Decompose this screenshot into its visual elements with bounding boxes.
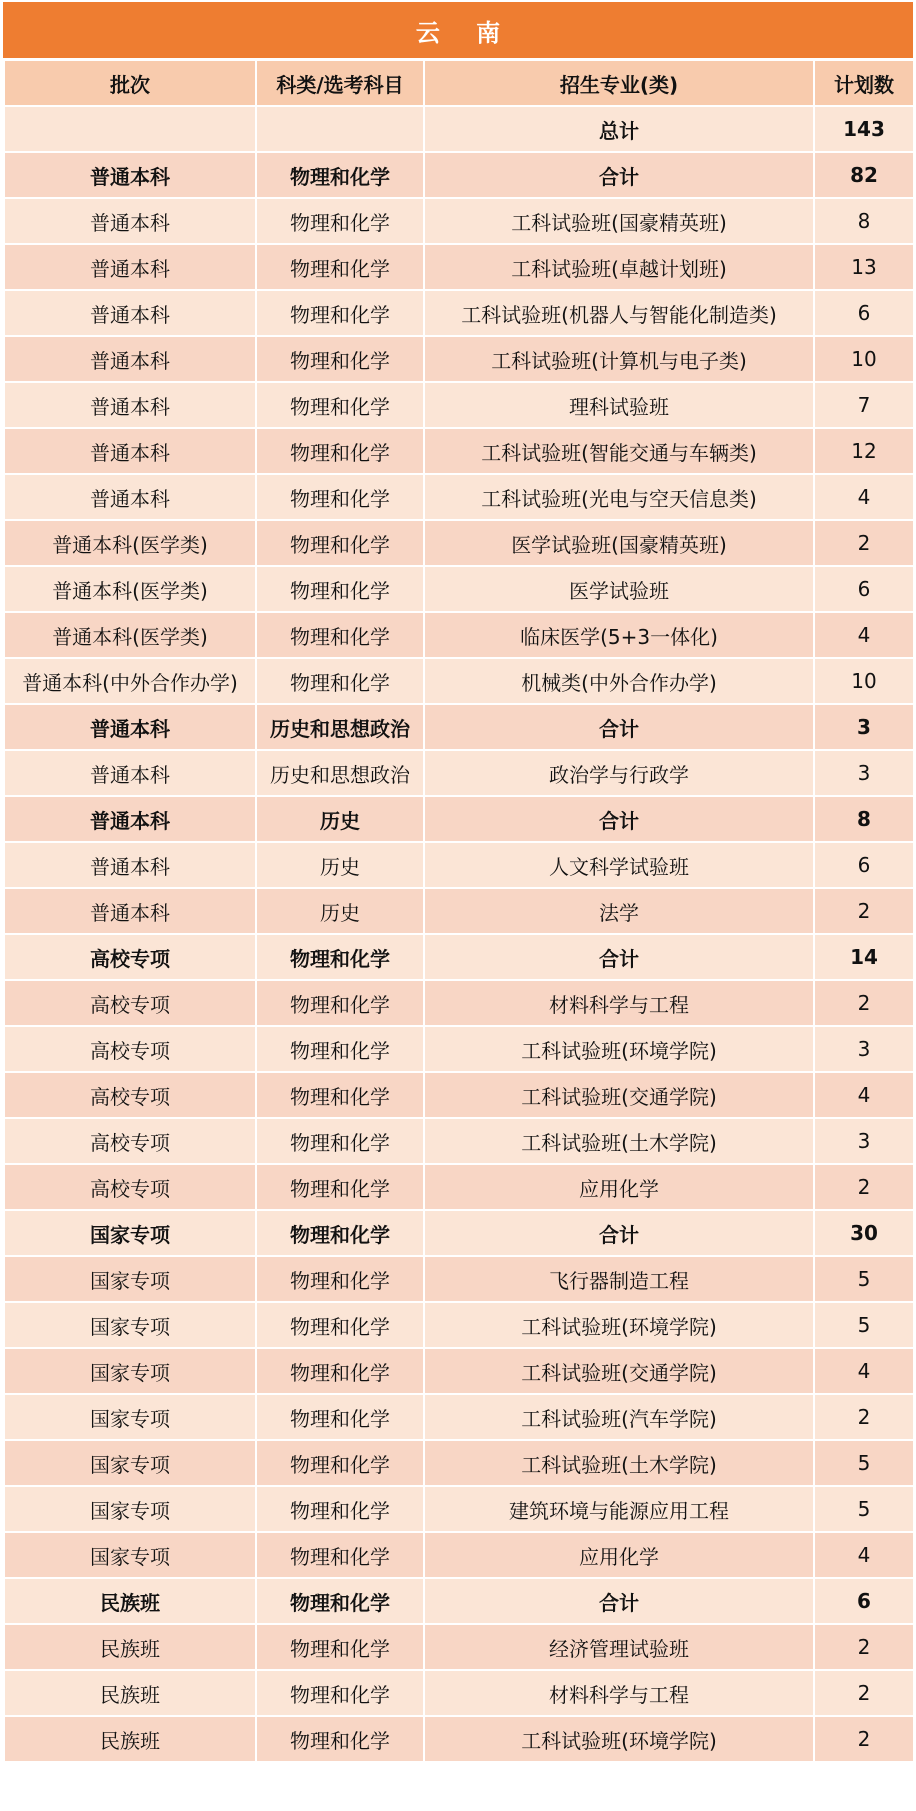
table-row — [4, 1256, 914, 1302]
cell-count: 3 — [814, 750, 914, 796]
cell-major: 工科试验班(土木学院) — [424, 1118, 814, 1164]
cell-count: 10 — [814, 336, 914, 382]
admission-plan-table — [3, 59, 915, 1763]
cell-batch: 普通本科 — [4, 382, 256, 428]
cell-major: 工科试验班(智能交通与车辆类) — [424, 428, 814, 474]
cell-count: 3 — [814, 704, 914, 750]
table-header — [4, 60, 914, 106]
cell-major: 应用化学 — [424, 1164, 814, 1210]
cell-count: 6 — [814, 566, 914, 612]
cell-subject: 物理和化学 — [256, 336, 424, 382]
cell-subject: 物理和化学 — [256, 152, 424, 198]
cell-batch: 国家专项 — [4, 1440, 256, 1486]
table-row — [4, 198, 914, 244]
cell-count: 2 — [814, 888, 914, 934]
table-row-total — [4, 106, 914, 152]
cell-batch: 民族班 — [4, 1624, 256, 1670]
cell-major: 工科试验班(汽车学院) — [424, 1394, 814, 1440]
cell-major: 工科试验班(环境学院) — [424, 1026, 814, 1072]
cell-major: 工科试验班(国豪精英班) — [424, 198, 814, 244]
cell-batch: 普通本科 — [4, 704, 256, 750]
table-row — [4, 1118, 914, 1164]
cell-count: 2 — [814, 1164, 914, 1210]
cell-subject: 物理和化学 — [256, 612, 424, 658]
cell-major: 材料科学与工程 — [424, 1670, 814, 1716]
table-row-total — [4, 934, 914, 980]
cell-batch: 国家专项 — [4, 1302, 256, 1348]
table-row — [4, 1440, 914, 1486]
cell-subject: 物理和化学 — [256, 244, 424, 290]
cell-count: 2 — [814, 1670, 914, 1716]
cell-subject: 物理和化学 — [256, 566, 424, 612]
table-row — [4, 980, 914, 1026]
table-row — [4, 428, 914, 474]
cell-subject: 物理和化学 — [256, 934, 424, 980]
cell-subject: 物理和化学 — [256, 980, 424, 1026]
cell-major: 工科试验班(土木学院) — [424, 1440, 814, 1486]
cell-subject: 物理和化学 — [256, 428, 424, 474]
cell-count: 5 — [814, 1440, 914, 1486]
cell-batch: 普通本科 — [4, 428, 256, 474]
cell-major: 合计 — [424, 152, 814, 198]
table-row — [4, 612, 914, 658]
cell-count: 13 — [814, 244, 914, 290]
province-title: 云 南 — [3, 2, 913, 59]
cell-count: 2 — [814, 1716, 914, 1762]
cell-subject: 物理和化学 — [256, 1026, 424, 1072]
cell-subject: 物理和化学 — [256, 1256, 424, 1302]
table-row-total — [4, 1578, 914, 1624]
cell-subject: 物理和化学 — [256, 1348, 424, 1394]
cell-major: 工科试验班(计算机与电子类) — [424, 336, 814, 382]
table-row — [4, 658, 914, 704]
cell-count: 12 — [814, 428, 914, 474]
table-row — [4, 1394, 914, 1440]
table-row — [4, 1716, 914, 1762]
cell-major: 材料科学与工程 — [424, 980, 814, 1026]
cell-subject — [256, 106, 424, 152]
table-row — [4, 1670, 914, 1716]
cell-count: 6 — [814, 290, 914, 336]
cell-count: 2 — [814, 520, 914, 566]
cell-batch: 普通本科 — [4, 152, 256, 198]
cell-batch: 普通本科 — [4, 796, 256, 842]
cell-count: 10 — [814, 658, 914, 704]
cell-batch: 国家专项 — [4, 1486, 256, 1532]
cell-major: 工科试验班(环境学院) — [424, 1302, 814, 1348]
cell-subject: 物理和化学 — [256, 1716, 424, 1762]
table-row-total — [4, 152, 914, 198]
cell-batch: 普通本科 — [4, 244, 256, 290]
cell-subject: 物理和化学 — [256, 1578, 424, 1624]
table-row-total — [4, 1210, 914, 1256]
header-major: 招生专业(类) — [424, 60, 814, 106]
cell-major: 合计 — [424, 796, 814, 842]
cell-count: 82 — [814, 152, 914, 198]
cell-batch: 普通本科 — [4, 842, 256, 888]
cell-count: 5 — [814, 1302, 914, 1348]
cell-count: 7 — [814, 382, 914, 428]
cell-subject: 物理和化学 — [256, 198, 424, 244]
cell-batch: 民族班 — [4, 1716, 256, 1762]
table-row — [4, 1348, 914, 1394]
cell-count: 5 — [814, 1486, 914, 1532]
cell-count: 5 — [814, 1256, 914, 1302]
cell-batch: 普通本科 — [4, 290, 256, 336]
cell-count: 4 — [814, 612, 914, 658]
cell-batch: 普通本科 — [4, 888, 256, 934]
table-row — [4, 1624, 914, 1670]
cell-subject: 物理和化学 — [256, 1670, 424, 1716]
table-row-total — [4, 704, 914, 750]
cell-count: 2 — [814, 980, 914, 1026]
header-batch: 批次 — [4, 60, 256, 106]
cell-subject: 历史和思想政治 — [256, 750, 424, 796]
table-row — [4, 888, 914, 934]
cell-batch: 民族班 — [4, 1670, 256, 1716]
cell-count: 4 — [814, 1348, 914, 1394]
cell-major: 工科试验班(环境学院) — [424, 1716, 814, 1762]
table-row — [4, 750, 914, 796]
cell-count: 2 — [814, 1394, 914, 1440]
table-row-total — [4, 796, 914, 842]
cell-subject: 历史 — [256, 842, 424, 888]
cell-count: 14 — [814, 934, 914, 980]
cell-batch: 国家专项 — [4, 1532, 256, 1578]
table-row — [4, 1164, 914, 1210]
table-row — [4, 290, 914, 336]
cell-count: 8 — [814, 198, 914, 244]
cell-batch: 高校专项 — [4, 980, 256, 1026]
cell-count: 4 — [814, 1072, 914, 1118]
cell-batch: 普通本科 — [4, 474, 256, 520]
cell-subject: 物理和化学 — [256, 1532, 424, 1578]
cell-major: 工科试验班(交通学院) — [424, 1348, 814, 1394]
cell-count: 3 — [814, 1026, 914, 1072]
cell-count: 30 — [814, 1210, 914, 1256]
cell-batch: 国家专项 — [4, 1394, 256, 1440]
cell-subject: 物理和化学 — [256, 1072, 424, 1118]
cell-major: 应用化学 — [424, 1532, 814, 1578]
cell-batch: 普通本科 — [4, 750, 256, 796]
cell-major: 医学试验班(国豪精英班) — [424, 520, 814, 566]
cell-count: 4 — [814, 1532, 914, 1578]
cell-subject: 历史 — [256, 796, 424, 842]
table-row — [4, 1486, 914, 1532]
cell-batch: 普通本科(医学类) — [4, 566, 256, 612]
cell-subject: 物理和化学 — [256, 1164, 424, 1210]
cell-subject: 历史和思想政治 — [256, 704, 424, 750]
cell-major: 法学 — [424, 888, 814, 934]
cell-major: 合计 — [424, 1210, 814, 1256]
cell-count: 143 — [814, 106, 914, 152]
cell-batch: 高校专项 — [4, 1072, 256, 1118]
table-row — [4, 520, 914, 566]
table-row — [4, 244, 914, 290]
cell-batch — [4, 106, 256, 152]
cell-batch: 普通本科 — [4, 198, 256, 244]
table-row — [4, 842, 914, 888]
cell-batch: 普通本科(医学类) — [4, 612, 256, 658]
header-subject: 科类/选考科目 — [256, 60, 424, 106]
cell-major: 机械类(中外合作办学) — [424, 658, 814, 704]
cell-subject: 物理和化学 — [256, 1440, 424, 1486]
cell-major: 合计 — [424, 704, 814, 750]
cell-subject: 物理和化学 — [256, 1302, 424, 1348]
cell-count: 6 — [814, 1578, 914, 1624]
admission-plan-sheet — [3, 2, 913, 1809]
cell-major: 合计 — [424, 934, 814, 980]
table-row — [4, 1072, 914, 1118]
cell-batch: 国家专项 — [4, 1348, 256, 1394]
cell-major: 建筑环境与能源应用工程 — [424, 1486, 814, 1532]
cell-batch: 国家专项 — [4, 1256, 256, 1302]
cell-major: 工科试验班(卓越计划班) — [424, 244, 814, 290]
cell-major: 工科试验班(交通学院) — [424, 1072, 814, 1118]
cell-major: 合计 — [424, 1578, 814, 1624]
cell-count: 8 — [814, 796, 914, 842]
cell-major: 工科试验班(光电与空天信息类) — [424, 474, 814, 520]
cell-major: 理科试验班 — [424, 382, 814, 428]
cell-subject: 物理和化学 — [256, 474, 424, 520]
cell-subject: 物理和化学 — [256, 1210, 424, 1256]
cell-major: 临床医学(5+3一体化) — [424, 612, 814, 658]
cell-subject: 物理和化学 — [256, 1624, 424, 1670]
table-row — [4, 1302, 914, 1348]
cell-batch: 高校专项 — [4, 1026, 256, 1072]
cell-major: 经济管理试验班 — [424, 1624, 814, 1670]
cell-batch: 国家专项 — [4, 1210, 256, 1256]
header-count: 计划数 — [814, 60, 914, 106]
table-row — [4, 336, 914, 382]
cell-count: 4 — [814, 474, 914, 520]
cell-batch: 高校专项 — [4, 1164, 256, 1210]
table-row — [4, 474, 914, 520]
cell-subject: 物理和化学 — [256, 1118, 424, 1164]
cell-major: 医学试验班 — [424, 566, 814, 612]
cell-subject: 物理和化学 — [256, 520, 424, 566]
cell-batch: 民族班 — [4, 1578, 256, 1624]
table-row — [4, 382, 914, 428]
cell-major: 飞行器制造工程 — [424, 1256, 814, 1302]
cell-major: 政治学与行政学 — [424, 750, 814, 796]
cell-batch: 普通本科 — [4, 336, 256, 382]
cell-batch: 普通本科(中外合作办学) — [4, 658, 256, 704]
cell-batch: 普通本科(医学类) — [4, 520, 256, 566]
cell-major: 人文科学试验班 — [424, 842, 814, 888]
header-row — [4, 60, 914, 106]
table-row — [4, 566, 914, 612]
cell-subject: 物理和化学 — [256, 658, 424, 704]
cell-count: 2 — [814, 1624, 914, 1670]
cell-subject: 物理和化学 — [256, 1394, 424, 1440]
cell-major: 工科试验班(机器人与智能化制造类) — [424, 290, 814, 336]
table-row — [4, 1026, 914, 1072]
cell-major: 总计 — [424, 106, 814, 152]
table-body — [4, 106, 914, 1762]
cell-count: 6 — [814, 842, 914, 888]
cell-count: 3 — [814, 1118, 914, 1164]
cell-subject: 物理和化学 — [256, 290, 424, 336]
table-row — [4, 1532, 914, 1578]
cell-subject: 物理和化学 — [256, 382, 424, 428]
cell-batch: 高校专项 — [4, 934, 256, 980]
cell-subject: 物理和化学 — [256, 1486, 424, 1532]
cell-batch: 高校专项 — [4, 1118, 256, 1164]
cell-subject: 历史 — [256, 888, 424, 934]
